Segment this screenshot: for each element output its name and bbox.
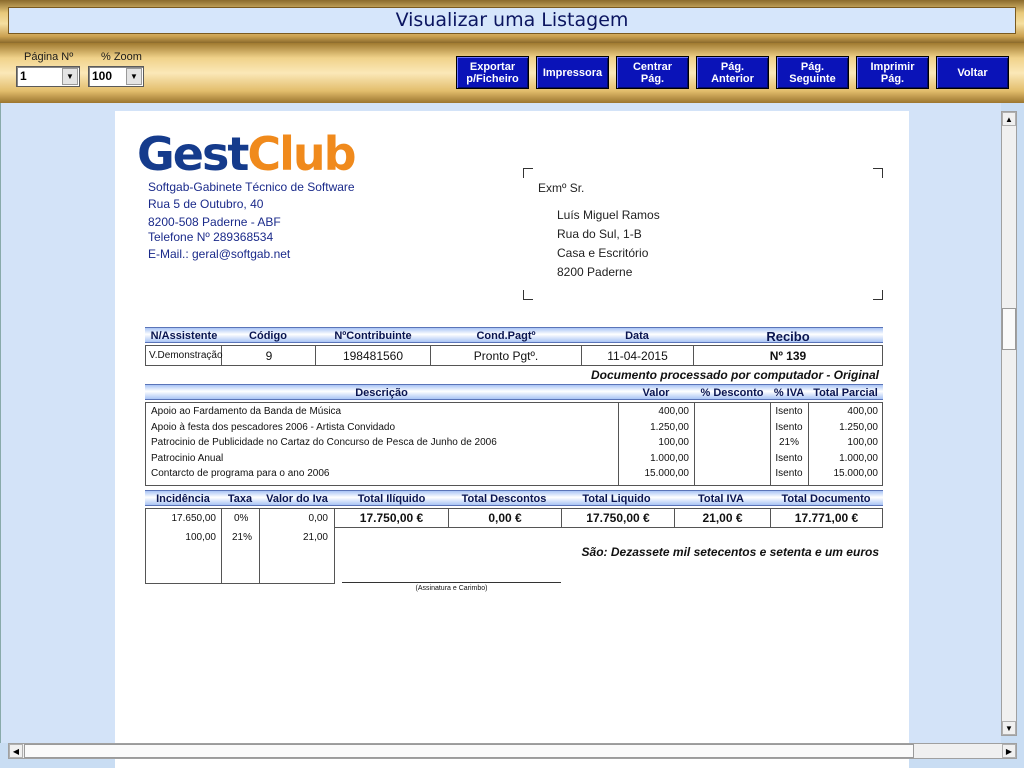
table-row — [146, 468, 882, 483]
scroll-thumb[interactable] — [24, 744, 914, 758]
amount-in-words: São: Dezassete mil setecentos e setenta e um euros — [581, 545, 879, 559]
line-vat: Isento — [775, 452, 803, 464]
date-value: 11-04-2015 — [607, 349, 668, 363]
next-page-button[interactable]: Pág. Seguinte — [776, 56, 849, 89]
gross-total: 17.750,00 € — [359, 511, 424, 525]
line-description: Patrocinio Anual — [151, 452, 224, 464]
client-salutation: Exmº Sr. — [538, 181, 585, 195]
address-corner — [873, 290, 883, 300]
client-street: Rua do Sul, 1-B — [557, 227, 642, 241]
header-net-total: Total Liquido — [582, 493, 651, 505]
client-place: Casa e Escritório — [557, 246, 649, 260]
signature-line — [342, 582, 561, 583]
net-total: 17.750,00 € — [586, 511, 650, 525]
lines-header — [145, 384, 883, 400]
header-discount: % Desconto — [700, 387, 764, 399]
line-description: Apoio à festa dos pescadores 2006 - Artista Convidado — [151, 421, 396, 433]
line-description: Apoio ao Fardamento da Banda de Música — [151, 406, 342, 417]
incidence-value: 100,00 — [185, 532, 216, 543]
zoom-label: % Zoom — [101, 51, 142, 63]
scroll-right-icon[interactable]: ▶ — [1002, 744, 1016, 758]
previous-page-button[interactable]: Pág. Anterior — [696, 56, 769, 89]
header-assistant: N/Assistente — [150, 330, 218, 342]
incidence-value: 17.650,00 — [171, 513, 216, 524]
print-page-button[interactable]: Imprimir Pág. — [856, 56, 929, 89]
header-vat-total: Total IVA — [697, 493, 745, 505]
vertical-scrollbar[interactable] — [1001, 111, 1017, 736]
center-page-button[interactable]: Centrar Pág. — [616, 56, 689, 89]
address-corner — [873, 168, 883, 178]
header-payment-terms: Cond.Pagtº — [476, 330, 536, 342]
totals-header — [145, 490, 883, 506]
header-incidence: Incidência — [156, 493, 210, 505]
code-value: 9 — [265, 349, 273, 363]
lines-table — [145, 402, 883, 486]
line-partial-total: 1.250,00 — [839, 421, 878, 433]
header-document-total: Total Documento — [781, 493, 871, 505]
rate-value: 21% — [232, 532, 253, 543]
company-phone: Telefone Nº 289368534 — [148, 230, 274, 244]
payment-terms-value: Pronto Pgtº. — [473, 349, 539, 363]
info-header — [145, 327, 883, 343]
line-partial-total: 400,00 — [847, 406, 878, 417]
title-bar — [0, 0, 1024, 43]
line-partial-total: 100,00 — [847, 437, 878, 448]
totals-values-row — [334, 508, 883, 528]
line-value: 100,00 — [658, 437, 689, 448]
header-gross-total: Total Ilíquido — [357, 493, 426, 505]
company-name: Softgab-Gabinete Técnico de Software — [148, 180, 355, 194]
document-total: 17.771,00 € — [794, 511, 859, 525]
header-discounts-total: Total Descontos — [461, 493, 547, 505]
vat-value: 0,00 — [308, 513, 328, 524]
company-postal: 8200-508 Paderne - ABF — [148, 215, 281, 229]
header-description: Descrição — [355, 387, 408, 399]
line-partial-total: 1.000,00 — [839, 452, 878, 464]
info-values-row — [145, 345, 883, 366]
signature-label: (Assinatura e Carimbo) — [415, 585, 488, 592]
table-row — [146, 437, 882, 452]
client-name: Luís Miguel Ramos — [557, 208, 660, 222]
window-title: Visualizar uma Listagem — [8, 7, 1016, 34]
line-value: 1.250,00 — [650, 421, 689, 433]
line-value: 1.000,00 — [650, 452, 689, 464]
vat-value: 21,00 — [302, 532, 328, 543]
company-address: Rua 5 de Outubro, 40 — [148, 197, 264, 211]
line-description: Patrocinio de Publicidade no Cartaz do Concurso de Pesca de Junho de 2006 — [151, 437, 497, 448]
header-vat: % IVA — [773, 387, 805, 399]
receipt-number: Nº 139 — [769, 349, 807, 363]
taxpayer-value: 198481560 — [342, 349, 404, 363]
printer-button[interactable]: Impressora — [536, 56, 609, 89]
scroll-down-icon[interactable]: ▼ — [1002, 721, 1016, 735]
line-vat: Isento — [775, 406, 803, 417]
tax-breakdown — [145, 508, 335, 584]
assistant-value: V.Demonstração — [149, 350, 223, 361]
address-corner — [523, 168, 533, 178]
line-vat: 21% — [778, 437, 799, 448]
line-value: 15.000,00 — [644, 468, 689, 479]
back-button[interactable]: Voltar — [936, 56, 1009, 89]
chevron-down-icon[interactable]: ▼ — [126, 68, 142, 85]
table-row — [146, 453, 882, 468]
header-rate: Taxa — [227, 493, 253, 505]
address-corner — [523, 290, 533, 300]
company-email: E-Mail.: geral@softgab.net — [148, 247, 291, 261]
table-row — [146, 422, 882, 437]
export-file-button[interactable]: Exportar p/Ficheiro — [456, 56, 529, 89]
line-description: Contarcto de programa para o ano 2006 — [151, 468, 330, 479]
line-vat: Isento — [775, 468, 803, 479]
page-number-select[interactable]: 1 ▼ — [16, 66, 80, 87]
client-postal: 8200 Paderne — [557, 265, 633, 279]
header-date: Data — [625, 330, 649, 342]
horizontal-scrollbar[interactable] — [8, 743, 1017, 759]
rate-value: 0% — [234, 513, 249, 524]
scroll-left-icon[interactable]: ◀ — [9, 744, 23, 758]
discounts-total: 0,00 € — [488, 511, 522, 525]
report-page — [115, 111, 909, 768]
processed-note: Documento processado por computador - Original — [590, 368, 879, 382]
line-vat: Isento — [775, 421, 803, 433]
line-value: 400,00 — [658, 406, 689, 417]
header-code: Código — [249, 330, 287, 342]
line-partial-total: 15.000,00 — [833, 468, 878, 479]
scroll-up-icon[interactable]: ▲ — [1002, 112, 1016, 126]
header-receipt: Recibo — [766, 329, 810, 344]
scroll-thumb[interactable] — [1002, 308, 1016, 350]
page-number-label: Página Nº — [24, 51, 74, 63]
toolbar — [0, 43, 1024, 103]
header-taxpayer: NºContribuinte — [334, 330, 412, 342]
vat-total: 21,00 € — [702, 511, 743, 525]
chevron-down-icon[interactable]: ▼ — [62, 68, 78, 85]
header-vat-value: Valor do Iva — [266, 493, 328, 505]
gestclub-logo: GestClub — [137, 127, 355, 181]
table-row — [146, 406, 882, 421]
zoom-select[interactable]: 100 ▼ — [88, 66, 144, 87]
header-value: Valor — [642, 387, 670, 399]
header-partial-total: Total Parcial — [813, 387, 878, 399]
